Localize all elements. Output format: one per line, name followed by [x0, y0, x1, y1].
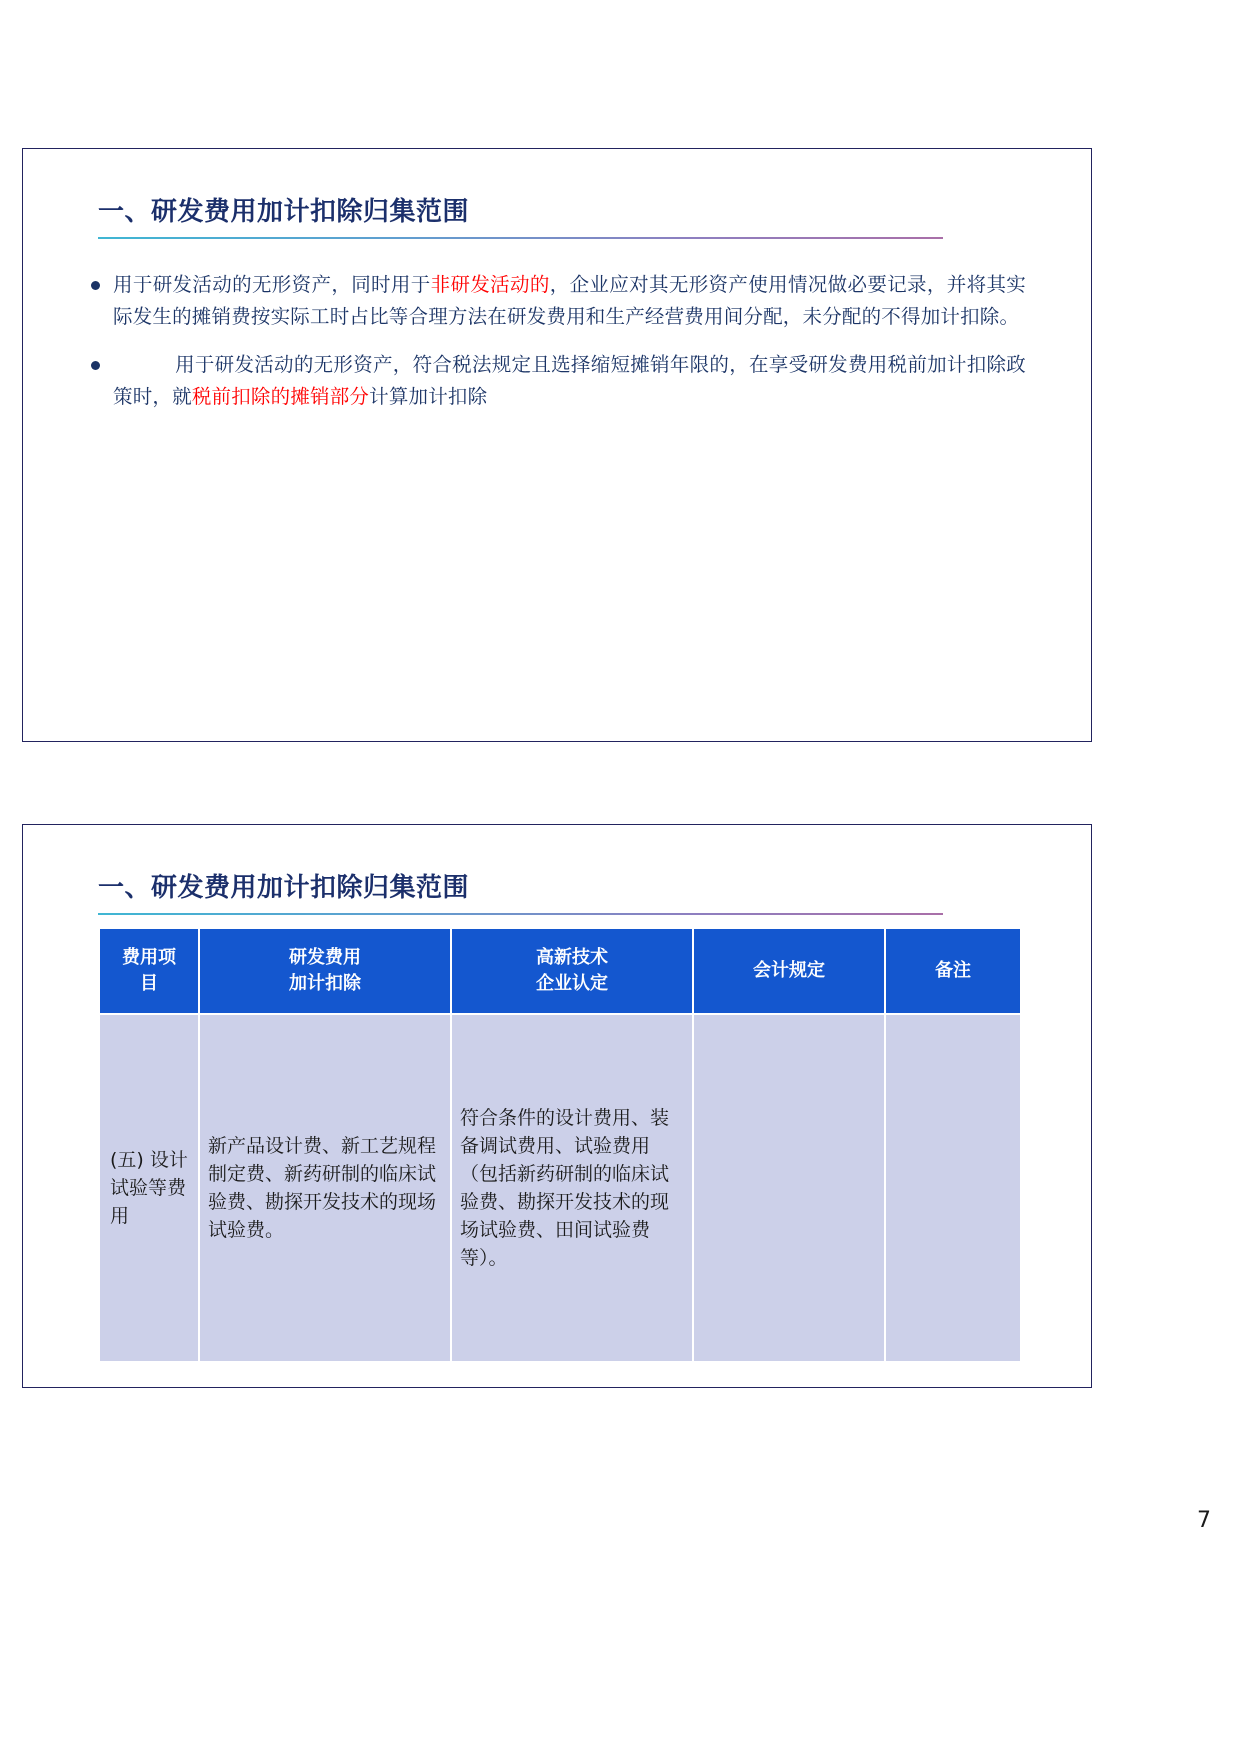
header-line-1: 费用项: [122, 947, 176, 968]
list-item: [91, 269, 1026, 333]
header-line-2: 加计扣除: [289, 973, 361, 994]
column-header-hightech-certification: [452, 929, 692, 1013]
header-line-1: 高新技术: [536, 947, 608, 968]
table-body: [100, 1015, 1020, 1361]
table-header: [100, 929, 1020, 1013]
bullet-1-segment-1: 用于研发活动的无形资产，同时用于: [113, 273, 431, 296]
header-line-1: 会计规定: [753, 960, 825, 981]
bullet-2-segment-3: 计算加计扣除: [369, 385, 488, 408]
cell-expense-item: (五) 设计试验等费用: [100, 1015, 198, 1361]
column-header-remark: [886, 929, 1020, 1013]
bullet-2-segment-1: 用于研发活动的无形资产，符合税法规定且选择缩短摊销年限的，在享受研发费用税前加计扣除政策时，就: [113, 353, 1026, 408]
header-line-1: 研发费用: [289, 947, 361, 968]
header-line-2: 企业认定: [536, 973, 608, 994]
cell-remark: [886, 1015, 1020, 1361]
page-number: 7: [1197, 1508, 1211, 1533]
header-line-1: 备注: [935, 960, 971, 981]
list-item: [91, 349, 1026, 413]
bullet-dot-icon: [91, 269, 113, 293]
table-row: [100, 1015, 1020, 1361]
table-header-row: [100, 929, 1020, 1013]
bullet-text: [113, 269, 1026, 333]
heading-divider: [98, 237, 943, 239]
page-title: 一、研发费用加计扣除归集范围: [98, 197, 470, 227]
header-line-2: 目: [140, 973, 158, 994]
expense-table-wrapper: [98, 927, 1018, 1363]
bullet-2-segment-highlight: 税前扣除的摊销部分: [191, 385, 370, 408]
page-title: 一、研发费用加计扣除归集范围: [98, 873, 470, 903]
heading-divider: [98, 913, 943, 915]
bullet-dot-icon: [91, 349, 113, 373]
expense-table: [98, 927, 1022, 1363]
slide-1: [22, 148, 1092, 742]
slide-1-bullet-list: [91, 269, 1026, 429]
column-header-rd-deduction: [200, 929, 450, 1013]
slide-2-heading-block: [98, 867, 943, 915]
cell-rd-deduction: 新产品设计费、新工艺规程制定费、新药研制的临床试验费、勘探开发技术的现场试验费。: [200, 1015, 450, 1361]
cell-accounting-rules: [694, 1015, 884, 1361]
column-header-accounting-rules: [694, 929, 884, 1013]
column-header-expense-item: [100, 929, 198, 1013]
slide-2: [22, 824, 1092, 1388]
bullet-1-segment-highlight: 非研发活动的: [430, 273, 550, 296]
bullet-1-segment-3: ，企业应对其无形资产使用情况做必要记录，并将其实际发生的摊销费按实际工时占比等合理方法在研发费用和生产经营费用间分配，未分配的不得加计扣除。: [113, 273, 1027, 328]
slide-1-heading-block: [98, 191, 943, 239]
cell-hightech-certification: 符合条件的设计费用、装备调试费用、试验费用（包括新药研制的临床试验费、勘探开发技术的现场试验费、田间试验费等）。: [452, 1015, 692, 1361]
bullet-text: [113, 349, 1026, 413]
